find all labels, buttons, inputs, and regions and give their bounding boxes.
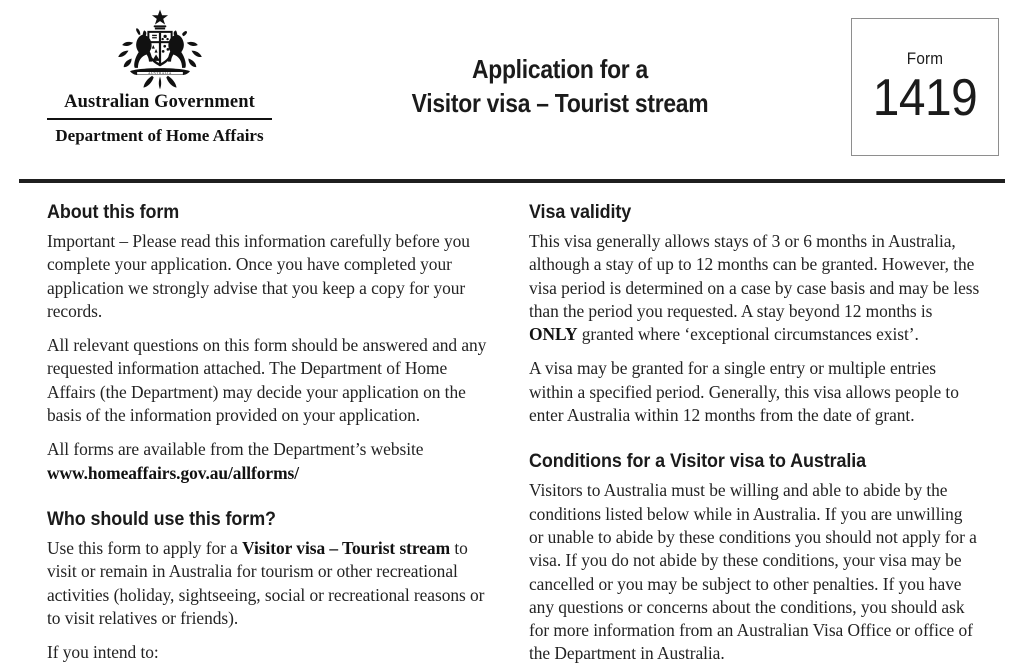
visitor-visa-tourist-stream-emphasis: Visitor visa – Tourist stream [242,537,451,558]
who-text-suffix: to visit or remain in Australia for tourism or other recreational activities (holiday, sightseeing, social or recreational reasons or to visit relatives or friends). [47,537,485,628]
who-paragraph-2: If you intend to: [47,642,159,663]
australian-government-label: Australian Government [64,92,255,112]
validity-text-suffix: granted where ‘exceptional circumstances exist’. [577,324,919,345]
heading-about-this-form: About this form [47,201,180,223]
svg-text:AUSTRALIA: AUSTRALIA [147,71,172,76]
left-column [47,200,495,664]
about-paragraph-1: Important – Please read this information carefully before you complete your application. Once you have completed your application we strongly advise that you keep a copy for your records. [47,231,470,321]
heading-conditions-for-visitor-visa: Conditions for a Visitor visa to Australia [529,450,867,473]
validity-text-prefix: This visa generally allows stays of 3 or 6 months in Australia, although a stay of up to 12 months can be granted. However, the visa period is determined on a case by case basis and may be less than the period you requested. A stay beyond 12 months is [529,231,980,321]
only-emphasis: ONLY [529,324,578,345]
document-header [0,0,1024,172]
government-branding [47,8,272,146]
allforms-website-link[interactable]: www.homeaffairs.gov.au/allforms/ [47,462,299,483]
right-column [529,200,981,666]
australian-coat-of-arms-icon [47,8,272,90]
heading-visa-validity: Visa validity [529,201,632,223]
form-number: 1419 [872,69,978,127]
validity-paragraph-2: A visa may be granted for a single entry or multiple entries within a specified period. Generally, this visa allows people to enter Australia within 12 months from the date of grant. [529,358,959,426]
validity-paragraph-1 [529,230,981,346]
conditions-paragraph-1: Visitors to Australia must be willing and able to abide by the conditions listed below while in Australia. If you are unwilling or unable to abide by these conditions you should not apply for a visa. If you do not abide by these conditions, your visa may be cancelled or you may be subject to other penalties. If you have any questions or concerns about the conditions, you should ask for more information from an Australian Visa Office or office of the Department in Australia. [529,480,977,664]
document-title [331,52,789,120]
document-title-line-2: Visitor visa – Tourist stream [411,88,709,118]
header-divider-rule [19,179,1005,183]
form-number-box [851,18,999,156]
about-paragraph-3 [47,438,495,485]
website-sentence: All forms are available from the Department’s website [47,439,424,460]
who-text-prefix: Use this form to apply for a [47,537,243,558]
heading-who-should-use-this-form: Who should use this form? [47,507,276,530]
branding-divider [47,118,272,120]
who-paragraph-1 [47,537,495,630]
about-paragraph-2: All relevant questions on this form should be answered and any requested information attached. The Department of Home Affairs (the Department) may decide your application on the basis of the information provided on your application. [47,335,487,426]
department-label: Department of Home Affairs [55,126,264,145]
form-label: Form [906,49,944,68]
document-title-line-1: Application for a [471,54,649,84]
